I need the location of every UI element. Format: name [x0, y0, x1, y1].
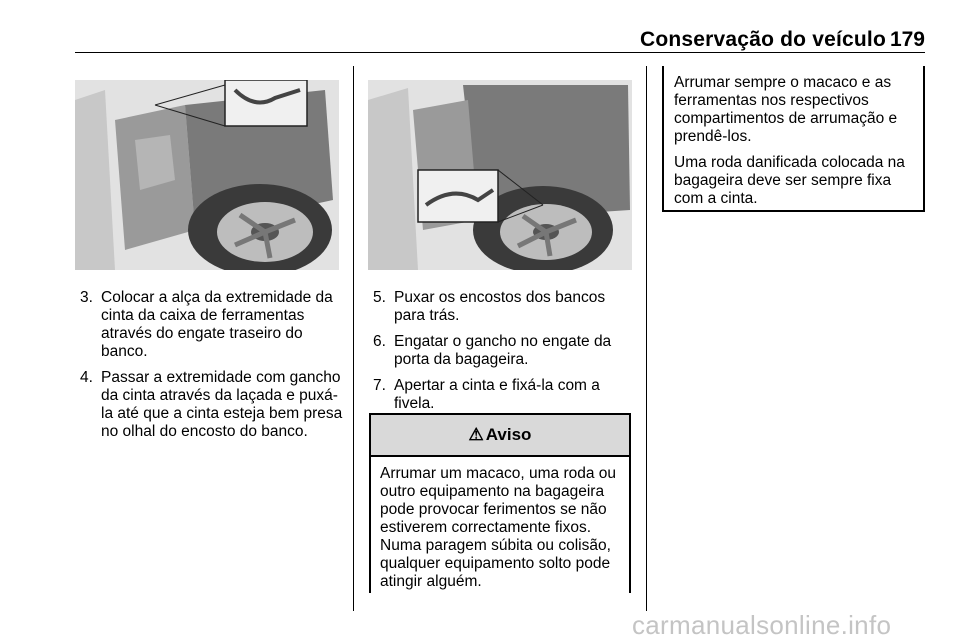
warning-text: Arrumar um macaco, uma roda ou outro equipamento na bagageira pode provocar ferimentos se não estiverem correctamente fixos. Numa paragem súbita ou colisão, qualquer equipamento solto pode atingir alguém. — [380, 465, 617, 590]
step-number: 3. — [80, 289, 93, 306]
note-paragraph: Uma roda danificada colocada na bagageira deve ser sempre fixa com a cinta. — [674, 154, 905, 207]
steps-list-column-1 — [75, 289, 343, 449]
watermark: carmanualsonline.info — [632, 610, 892, 640]
column-divider — [353, 66, 354, 611]
warning-header — [371, 415, 629, 457]
list-item — [368, 333, 632, 369]
step-number: 6. — [373, 333, 386, 350]
note-box — [662, 66, 925, 212]
trunk-hook-illustration — [368, 80, 632, 270]
steps-list-column-2 — [368, 289, 632, 421]
warning-triangle-icon: ⚠ — [468, 425, 484, 444]
list-item — [368, 377, 632, 413]
trunk-strap-illustration — [75, 80, 339, 270]
step-text: Colocar a alça da extremidade da cinta da caixa de ferramentas através do engate traseiro do banco. — [101, 289, 333, 360]
step-text: Puxar os encostos dos bancos para trás. — [394, 289, 606, 324]
step-number: 7. — [373, 377, 386, 394]
warning-title: Aviso — [485, 425, 532, 444]
list-item — [75, 369, 343, 441]
step-number: 4. — [80, 369, 93, 386]
note-paragraph: Arrumar sempre o macaco e as ferramentas nos respectivos compartimentos de arrumação e prendê-los. — [674, 74, 898, 145]
step-text: Engatar o gancho no engate da porta da bagageira. — [394, 333, 612, 368]
step-number: 5. — [373, 289, 386, 306]
header-rule — [75, 52, 925, 53]
list-item — [75, 289, 343, 361]
page-header-title: Conservação do veículo — [640, 28, 886, 51]
column-divider — [646, 66, 647, 611]
warning-box — [369, 413, 631, 593]
step-text: Passar a extremidade com gancho da cinta através da laçada e puxá-la até que a cinta esteja bem presa no olhal do encosto do banco. — [101, 369, 343, 440]
list-item — [368, 289, 632, 325]
page-number: 179 — [889, 28, 925, 51]
step-text: Apertar a cinta e fixá-la com a fivela. — [394, 377, 600, 412]
